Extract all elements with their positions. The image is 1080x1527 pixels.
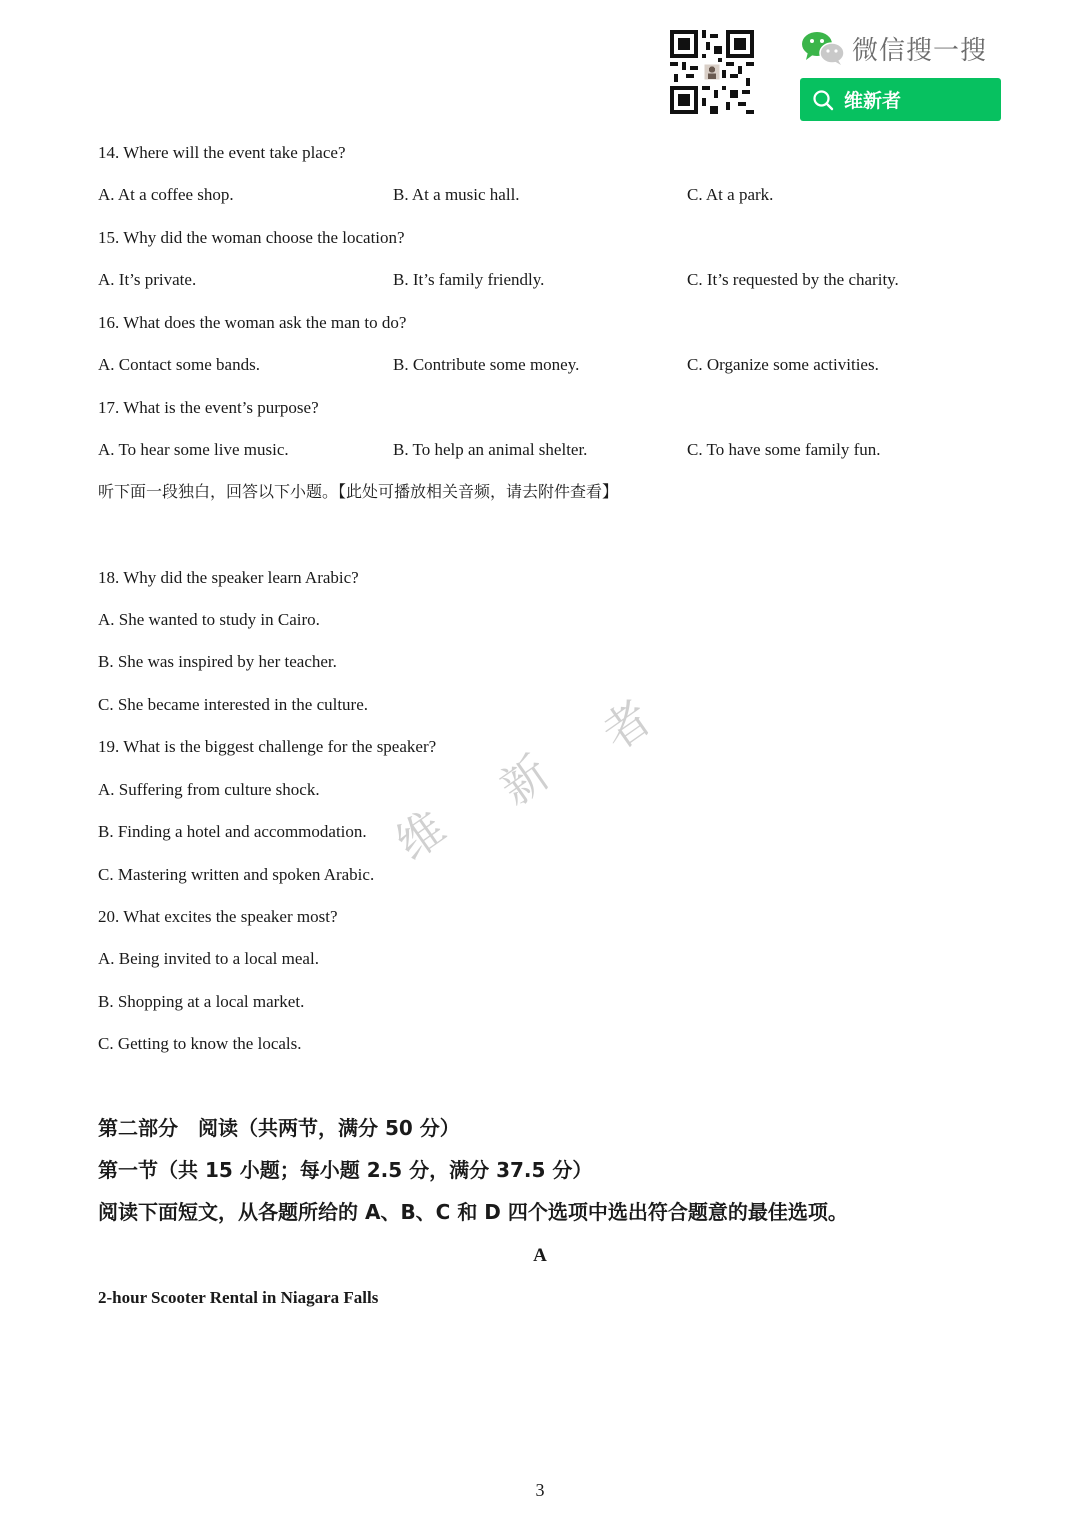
- options-15: [98, 269, 998, 291]
- option-b: B. It’s family friendly.: [393, 270, 545, 289]
- option-a: A. Being invited to a local meal.: [98, 949, 319, 968]
- option-c: C. At a park.: [687, 185, 774, 204]
- option-c: C. She became interested in the culture.: [98, 695, 369, 714]
- wechat-logo-icon: [800, 30, 846, 66]
- watermark-char: 者: [592, 690, 662, 761]
- question-17: 17. What is the event’s purpose?: [98, 398, 319, 417]
- reading-directions: 阅读下面短文，从各题所给的 A、B、C 和 D 四个选项中选出符合题意的最佳选项。: [98, 1200, 848, 1224]
- question-16: 16. What does the woman ask the man to do?: [98, 313, 407, 332]
- option-a: A. To hear some live music.: [98, 440, 289, 459]
- option-b: B. Shopping at a local market.: [98, 992, 305, 1011]
- option-c: C. Getting to know the locals.: [98, 1034, 302, 1053]
- option-a: A. She wanted to study in Cairo.: [98, 610, 320, 629]
- option-b: B. Contribute some money.: [393, 355, 580, 374]
- watermark-char: 新: [490, 745, 560, 816]
- options-16: [98, 354, 998, 376]
- options-17: [98, 439, 998, 461]
- search-icon: [812, 89, 834, 111]
- option-a: A. Contact some bands.: [98, 355, 260, 374]
- option-c: C. Organize some activities.: [687, 355, 879, 374]
- passage-title: 2-hour Scooter Rental in Niagara Falls: [98, 1288, 379, 1307]
- option-b: B. To help an animal shelter.: [393, 440, 588, 459]
- question-14: 14. Where will the event take place?: [98, 143, 346, 162]
- watermark-char: 维: [386, 800, 456, 871]
- options-14: [98, 184, 998, 206]
- search-keyword: 维新者: [844, 90, 902, 112]
- question-18: 18. Why did the speaker learn Arabic?: [98, 568, 359, 587]
- option-a: A. Suffering from culture shock.: [98, 780, 320, 799]
- wechat-search-header: [800, 28, 1010, 68]
- option-a: A. It’s private.: [98, 270, 197, 289]
- option-b: B. She was inspired by her teacher.: [98, 652, 337, 671]
- option-b: B. At a music hall.: [393, 185, 520, 204]
- option-c: C. It’s requested by the charity.: [687, 270, 899, 289]
- wechat-search-label: 微信搜一搜: [852, 35, 988, 66]
- search-button[interactable]: [800, 78, 1001, 121]
- question-20: 20. What excites the speaker most?: [98, 907, 338, 926]
- part-title: 第二部分 阅读（共两节，满分 50 分）: [98, 1116, 460, 1140]
- option-c: C. Mastering written and spoken Arabic.: [98, 865, 375, 884]
- listening-instruction: 听下面一段独白，回答以下小题。【此处可播放相关音频，请去附件查看】: [98, 482, 619, 501]
- page-number: 3: [535, 1480, 545, 1500]
- option-a: A. At a coffee shop.: [98, 185, 234, 204]
- question-19: 19. What is the biggest challenge for the speaker?: [98, 737, 437, 756]
- question-15: 15. Why did the woman choose the location?: [98, 228, 405, 247]
- subsection-title: 第一节（共 15 小题；每小题 2.5 分，满分 37.5 分）: [98, 1158, 593, 1182]
- qr-code-icon: [670, 30, 754, 114]
- passage-letter: A: [533, 1245, 547, 1266]
- option-b: B. Finding a hotel and accommodation.: [98, 822, 367, 841]
- option-c: C. To have some family fun.: [687, 440, 881, 459]
